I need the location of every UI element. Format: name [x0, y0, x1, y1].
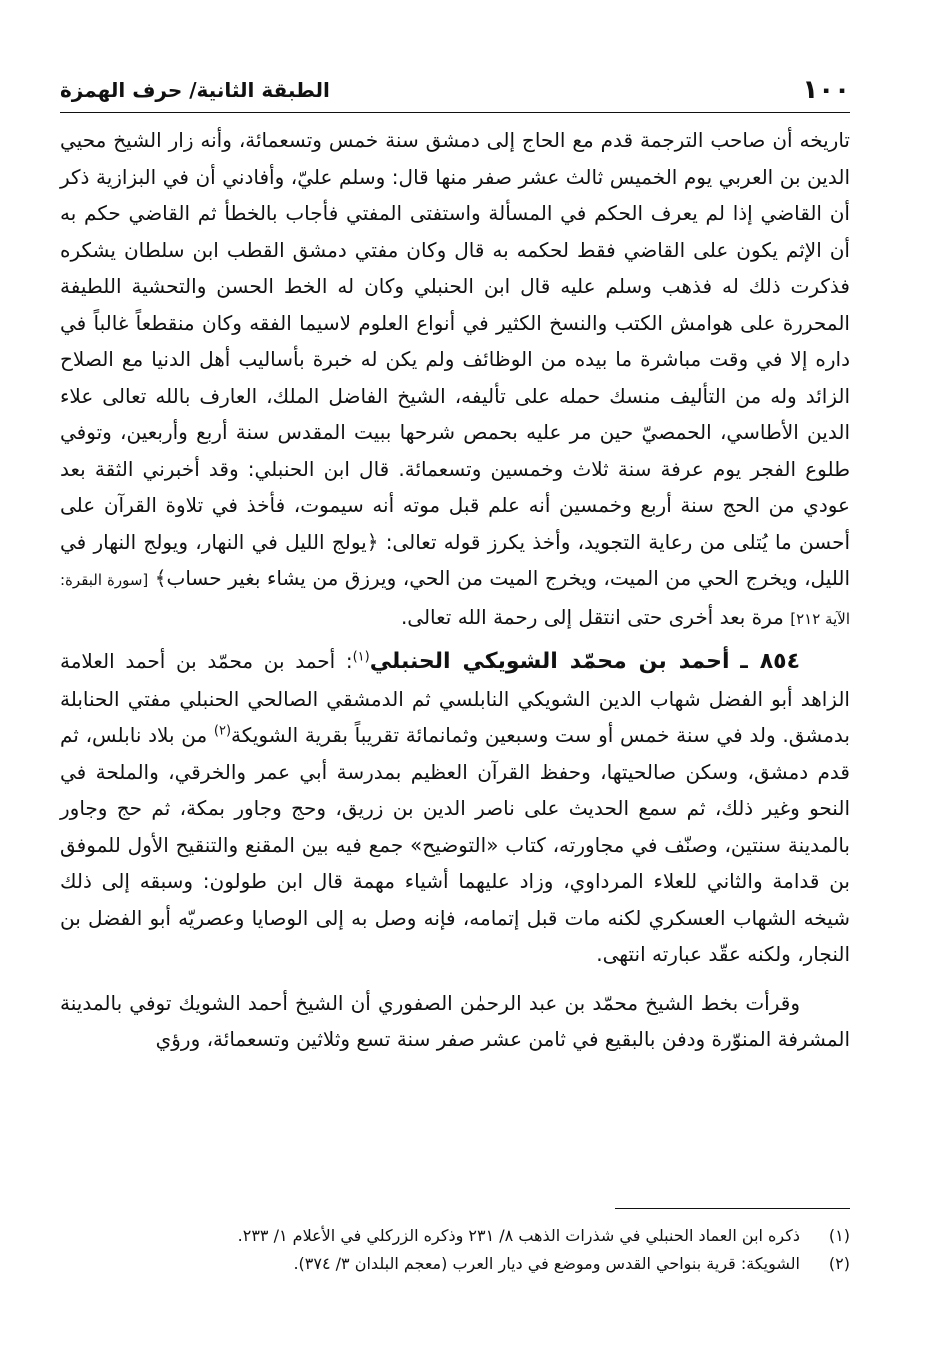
footnotes: [60, 1222, 850, 1278]
paragraph-final: وقرأت بخط الشيخ محمّد بن عبد الرحمٰن الصفوري أن الشيخ أحمد الشويك توفي بالمدينة المشرفة المنوّرة ودفن بالبقيع في ثامن عشر صفر سنة تسع وثلاثين وتسعمائة، ورؤي: [60, 990, 850, 1051]
entry-text-part2: من بلاد نابلس، ثم قدم دمشق، وسكن صالحيتها، وحفظ القرآن العظيم بمدرسة أبي عمر والخرقي، والملحة في النحو وغير ذلك، ثم سمع الحديث على ناصر الدين بن زريق، وحج وجاور بمكة، ثم حج وجاور بالمدينة سنتين، وصنّف في مجاورته، كتاب «التوضيح» جمع فيه بين المقنع والتنقيح الأول للموفق بن قدامة والثاني للعلاء المرداوي، وزاد عليهما أشياء مهمة قال ابن طولون: وسبقه إلى ذلك شيخه الشهاب العسكري لكنه مات قبل إتمامه، فإنه وصل به إلى الوصايا وعصريّه أبو الفضل بن النجار، ولكنه عقّد عبارته انتهى.: [60, 723, 850, 966]
footnote-rule: [615, 1208, 850, 1209]
footnote-2: [60, 1250, 850, 1278]
paragraph-text: تاريخه أن صاحب الترجمة قدم مع الحاج إلى دمشق سنة خمس وتسعمائة، وأنه زار الشيخ محيي الدين بن العربي يوم الخميس ثالث عشر صفر منها قال: وسلم عليّ، وأفادني أن في البزازية ذكر أن القاضي إذا لم يعرف الحكم في المسألة واستفتى المفتي فأجاب بالخطأ ثم القاضي حكم به أن الإثم يكون على القاضي فقط لحكمه به قال وكان مفتي دمشق القطب ابن سلطان يشكره فذكرت ذلك له فذهب وسلم عليه قال ابن الحنبلي وكان له الخط الحسن والتحشية اللطيفة المحررة على هوامش الكتب والنسخ الكثير في أنواع العلوم لاسيما الفقه وكان منقطعاً غالباً في داره إلا في وقت مباشرة ما بيده من الوظائف ولم يكن له خبرة بأساليب أهل الدنيا مع الصلاح الزائد وله من التأليف منسك حمله على تأليفه، الشيخ الفاضل الملك، العارف بالله تعالى علاء الدين الأطاسي، الحمصيّ حين مر عليه بحمص شرحها ببيت المقدس سنة أربع وأربعين، وتوفي طلوع الفجر يوم عرفة سنة ثلاث وخمسين وتسعمائة. قال ابن الحنبلي: وقد أخبرني الثقة بعد عودي من الحج سنة أربع وخمسين أنه علم قبل موته أنه سيموت، فأخذ في تلاوة القرآن على أحسن ما يُتلى من رعاية التجويد، وأخذ يكرز قوله تعالى: ﴿يولج الليل في النهار، ويولج النهار في الليل، ويخرج الحي من الميت، ويخرج الميت من الحي، ويرزق من يشاء بغير حساب﴾: [60, 128, 850, 590]
biography-entry: [60, 643, 850, 973]
footnote-1: [60, 1222, 850, 1250]
footnote-number: (١): [828, 1226, 850, 1245]
quran-reference: [سورة البقرة: الآية ٢١٢]: [60, 571, 850, 628]
entry-number: ٨٥٤ ـ: [740, 649, 801, 674]
running-title: الطبقة الثانية/ حرف الهمزة: [60, 78, 330, 102]
paragraph-continuation: [60, 122, 850, 637]
footnote-ref-2: (٢): [213, 723, 232, 739]
page-body: [60, 122, 850, 1058]
footnote-text: ذكره ابن العماد الحنبلي في شذرات الذهب ٨/ ٢٣١ وذكره الزركلي في الأعلام ١/ ٢٣٣.: [237, 1226, 800, 1245]
entry-name: أحمد بن محمّد الشويكي الحنبلي: [369, 649, 730, 674]
footnote-text: الشويكة: قرية بنواحي القدس وموضع في ديار العرب (معجم البلدان ٣/ ٣٧٤).: [293, 1254, 800, 1273]
entry-text-part1: : أحمد بن محمّد بن أحمد العلامة الزاهد أبو الفضل شهاب الدين الشويكي النابلسي ثم الدمشقي الصالحي الحنبلي مفتي الحنابلة بدمشق. ولد في سنة خمس أو ست وسبعين وثمانمائة تقريباً بقرية الشويكة: [60, 649, 850, 747]
page-number: ١٠٠: [802, 75, 850, 105]
page-header: [60, 70, 850, 110]
footnote-ref-1: (١): [352, 649, 370, 665]
header-rule: [60, 112, 850, 113]
paragraph-text-end: مرة بعد أخرى حتى انتقل إلى رحمة الله تعالى.: [400, 604, 784, 629]
footnote-number: (٢): [828, 1254, 850, 1273]
